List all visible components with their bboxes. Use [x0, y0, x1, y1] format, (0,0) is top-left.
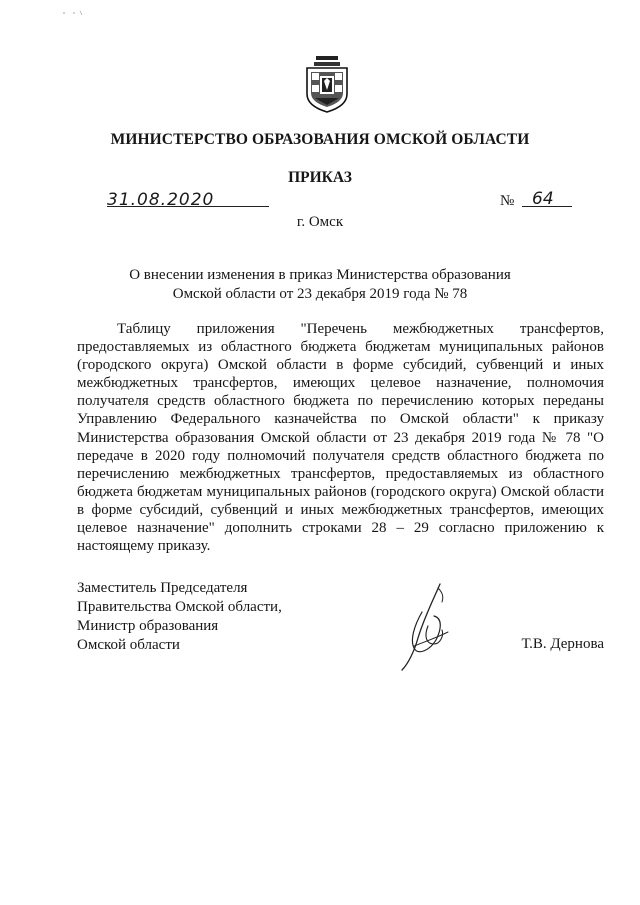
- signatory-title: [77, 579, 282, 655]
- handwritten-signature: [384, 578, 464, 674]
- signatory-line-3: Министр образования: [77, 618, 219, 634]
- number-underline: [522, 206, 572, 207]
- order-date: 31.08.2020: [107, 190, 215, 210]
- signatory-name: Т.В. Дернова: [521, 636, 604, 652]
- signatory-line-1: Заместитель Председателя: [77, 580, 248, 596]
- signatory-line-2: Правительства Омской области,: [77, 599, 282, 615]
- scan-artifact: [62, 10, 86, 16]
- signatory-line-4: Омской области: [77, 637, 180, 653]
- city: г. Омск: [296, 214, 344, 230]
- date-underline: [107, 206, 269, 207]
- order-subject: [0, 266, 640, 304]
- order-number: 64: [532, 189, 554, 209]
- subject-line-2: Омской области от 23 декабря 2019 года № 78: [172, 286, 468, 302]
- omsk-coat-of-arms-icon: [302, 54, 352, 114]
- ministry-title: МИНИСТЕРСТВО ОБРАЗОВАНИЯ ОМСКОЙ ОБЛАСТИ: [110, 131, 530, 148]
- number-sign: №: [500, 193, 515, 209]
- subject-line-1: О внесении изменения в приказ Министерства образования: [129, 267, 511, 283]
- document-type: ПРИКАЗ: [288, 169, 352, 186]
- order-body-paragraph: Таблицу приложения "Перечень межбюджетных трансфертов, предоставляемых из областного бюджета бюджетам муниципальных районов (городского округа) Омской области в форме субсидий, субвенций и иных межбюджетных трансфертов, имеющих целевое назначение, полномочия получателя средств областного бюджета по перечислению которых переданы Управлению Федерального казначейства по Омской области" к приказу Министерства образования Омской области от 23 декабря 2019 года № 78 "О передаче в 2020 году полномочий получателя средств областного бюджета по перечислению межбюджетных трансфертов, предоставляемых из областного бюджета бюджетам муниципальных районов (городского округа) Омской области в форме субсидий, субвенций и иных межбюджетных трансфертов, имеющих целевое назначение" дополнить строками 28 – 29 согласно приложению к настоящему приказу.: [77, 321, 604, 555]
